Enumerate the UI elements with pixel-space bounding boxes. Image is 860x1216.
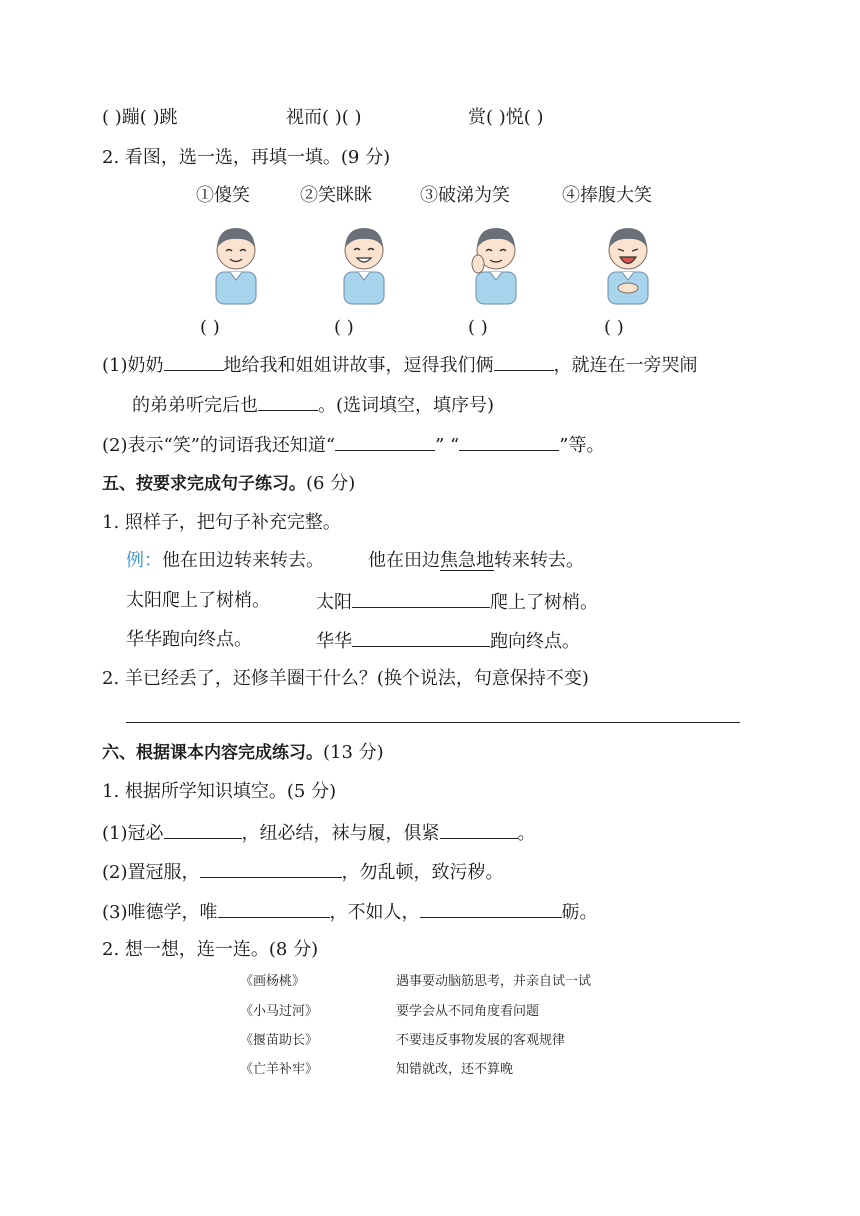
boy-squint-icon <box>334 220 394 306</box>
example-label: 例： <box>126 550 162 571</box>
sentence-2: (2)表示“笑”的词语我还知道“ ” “ ”等。 <box>102 432 604 458</box>
blank[interactable] <box>200 859 342 878</box>
blank[interactable] <box>420 899 562 918</box>
blank[interactable] <box>459 432 559 451</box>
row-1-answer: 太阳 爬上了树梢。 <box>316 589 598 615</box>
idiom-fill-1: ( )蹦( )跳 <box>102 107 178 128</box>
blank[interactable] <box>440 820 518 839</box>
match-right-3[interactable]: 不要违反事物发展的客观规律 <box>396 1033 566 1048</box>
option-2: ②笑眯眯 <box>300 185 372 206</box>
fill-line-2: (2)置冠服， ，勿乱顿，致污秽。 <box>102 859 504 885</box>
section-6-q2: 2. 想一想，连一连。(8 分) <box>102 939 319 960</box>
section-5-title: 五、按要求完成句子练习。(6 分) <box>102 473 356 494</box>
idiom-fill-2: 视而( )( ) <box>286 107 362 128</box>
idiom-fill-3: 赏( )悦( ) <box>468 107 544 128</box>
match-left-2[interactable]: 《小马过河》 <box>240 1004 319 1019</box>
boy-smile-icon <box>206 220 266 306</box>
fill-line-3: (3)唯德学，唯 ，不如人， 砺。 <box>102 899 598 925</box>
match-right-1[interactable]: 遇事要动脑筋思考，并亲自试一试 <box>396 974 592 989</box>
fill-line-1: (1)冠必 ，纽必结，袜与履，俱紧 。 <box>102 820 536 846</box>
answer-bracket-3[interactable]: ( ) <box>468 317 488 338</box>
match-left-1[interactable]: 《画杨桃》 <box>240 974 306 989</box>
match-left-4[interactable]: 《亡羊补牢》 <box>240 1062 319 1077</box>
sentence-1-line-1: (1)奶奶 地给我和姐姐讲故事，逗得我们俩 ，就连在一旁哭闹 <box>102 352 698 378</box>
question-2-title: 2. 看图，选一选，再填一填。(9 分) <box>102 147 391 168</box>
example-answer: 他在田边焦急地转来转去。 <box>368 550 584 571</box>
section-6-q1: 1. 根据所学知识填空。(5 分) <box>102 781 337 802</box>
example-line: 例：他在田边转来转去。 <box>126 550 324 571</box>
blank[interactable] <box>335 432 435 451</box>
blank[interactable] <box>164 352 224 371</box>
blank[interactable] <box>164 820 242 839</box>
match-right-2[interactable]: 要学会从不同角度看问题 <box>396 1004 540 1019</box>
blank[interactable] <box>494 352 554 371</box>
row-1-source: 太阳爬上了树梢。 <box>126 590 270 611</box>
answer-bracket-1[interactable]: ( ) <box>200 317 220 338</box>
blank[interactable] <box>352 589 490 608</box>
answer-line[interactable] <box>126 722 740 723</box>
match-left-3[interactable]: 《揠苗助长》 <box>240 1033 319 1048</box>
blank[interactable] <box>352 628 490 647</box>
section-6-title: 六、根据课本内容完成练习。(13 分) <box>102 742 384 763</box>
match-right-4[interactable]: 知错就改，还不算晚 <box>396 1062 514 1077</box>
answer-bracket-4[interactable]: ( ) <box>604 317 624 338</box>
row-2-source: 华华跑向终点。 <box>126 629 252 650</box>
boy-laugh-icon <box>598 220 658 306</box>
boy-tearsmile-icon <box>466 220 526 306</box>
sentence-1-line-2: 的弟弟听完后也 。(选词填空，填序号) <box>132 392 494 418</box>
blank[interactable] <box>258 392 318 411</box>
blank[interactable] <box>218 899 330 918</box>
answer-bracket-2[interactable]: ( ) <box>334 317 354 338</box>
option-3: ③破涕为笑 <box>420 185 510 206</box>
row-2-answer: 华华 跑向终点。 <box>316 628 580 654</box>
option-4: ④捧腹大笑 <box>562 185 652 206</box>
section-5-q1: 1. 照样子，把句子补充完整。 <box>102 512 341 533</box>
section-5-q2: 2. 羊已经丢了，还修羊圈干什么？(换个说法，句意保持不变) <box>102 668 589 689</box>
option-1: ①傻笑 <box>196 185 250 206</box>
